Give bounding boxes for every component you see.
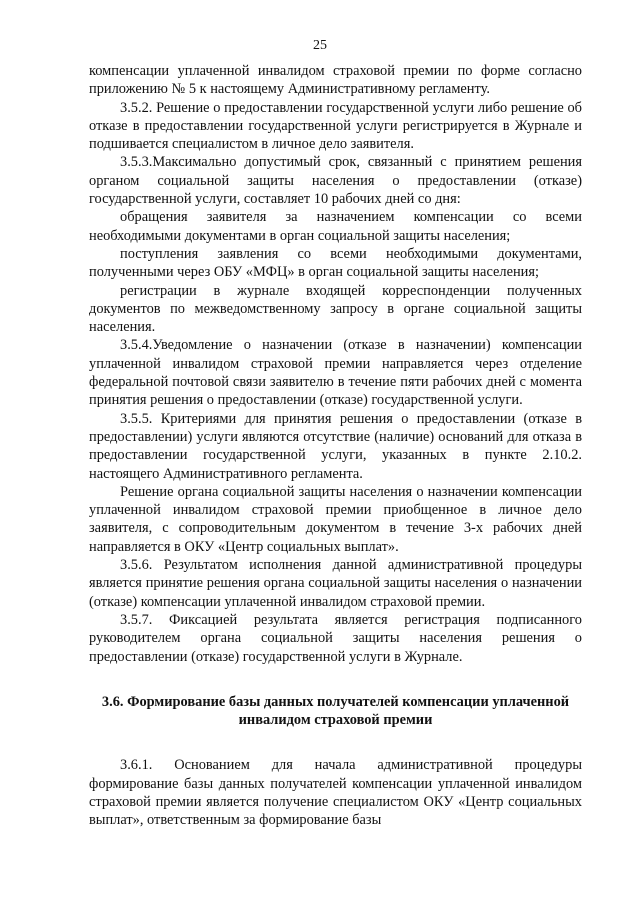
paragraph: Решение органа социальной защиты населения о назначении компенсации уплаченной инвалидом страховой премии приобщенное в личное дело заявителя, с сопроводительным документом в течение 3-х рабочих дней направляется в ОКУ «Центр социальных выплат». [89,483,582,555]
paragraph: поступления заявления со всеми необходимыми документами, полученными через ОБУ «МФЦ» в орган социальной защиты населения; [89,245,582,281]
paragraph: компенсации уплаченной инвалидом страховой премии по форме согласно приложению № 5 к настоящему Административному регламенту. [89,63,582,98]
paragraph: 3.5.4.Уведомление о назначении (отказе в назначении) компенсации уплаченной инвалидом страховой премии направляется через отделение федеральной почтовой связи заявителю в течение пяти рабочих дней с момента принятия решения о предоставлении (отказе) государственной услуги. [89,337,582,409]
paragraph: регистрации в журнале входящей корреспонденции полученных документов по межведомственному запросу в органе социальной защиты населения. [89,282,582,336]
paragraph: 3.5.5. Критериями для принятия решения о предоставлении (отказе в предоставлении) услуги являются отсутствие (наличие) оснований для отказа в предоставлении государственной услуги, указанных в пункте 2.10.2. настоящего Административного регламента. [89,410,582,482]
paragraphs-bottom [89,756,582,829]
paragraph: 3.5.3.Максимально допустимый срок, связанный с принятием решения органом социальной защиты населения о предоставлении (отказе) государственной услуги, составляет 10 рабочих дней со дня: [89,154,582,208]
paragraph: 3.5.7. Фиксацией результата является регистрация подписанного руководителем органа социальной защиты населения решения о предоставлении (отказе) государственной услуги в Журнале. [89,611,582,665]
section-heading: 3.6. Формирование базы данных получателей компенсации уплаченной инвалидом страховой премии [101,693,570,729]
document-body [89,62,582,830]
page-number: 25 [313,38,327,53]
paragraph: 3.5.6. Результатом исполнения данной административной процедуры является принятие решения органа социальной защиты населения о назначении (отказе) компенсации уплаченной инвалидом страховой премии. [89,557,582,610]
paragraph: обращения заявителя за назначением компенсации со всеми необходимыми документами в орган социальной защиты населения; [89,209,582,244]
paragraph: 3.5.2. Решение о предоставлении государственной услуги либо решение об отказе в предоставлении государственной услуги регистрируется в Журнале и подшивается специалистом в личное дело заявителя. [89,99,582,153]
paragraph: 3.6.1. Основанием для начала административной процедуры формирование базы данных получателей компенсации уплаченной инвалидом страховой премии является получение специалистом ОКУ «Центр социальных выплат», ответственным за формирование базы [89,757,582,829]
paragraphs-top [89,62,582,666]
